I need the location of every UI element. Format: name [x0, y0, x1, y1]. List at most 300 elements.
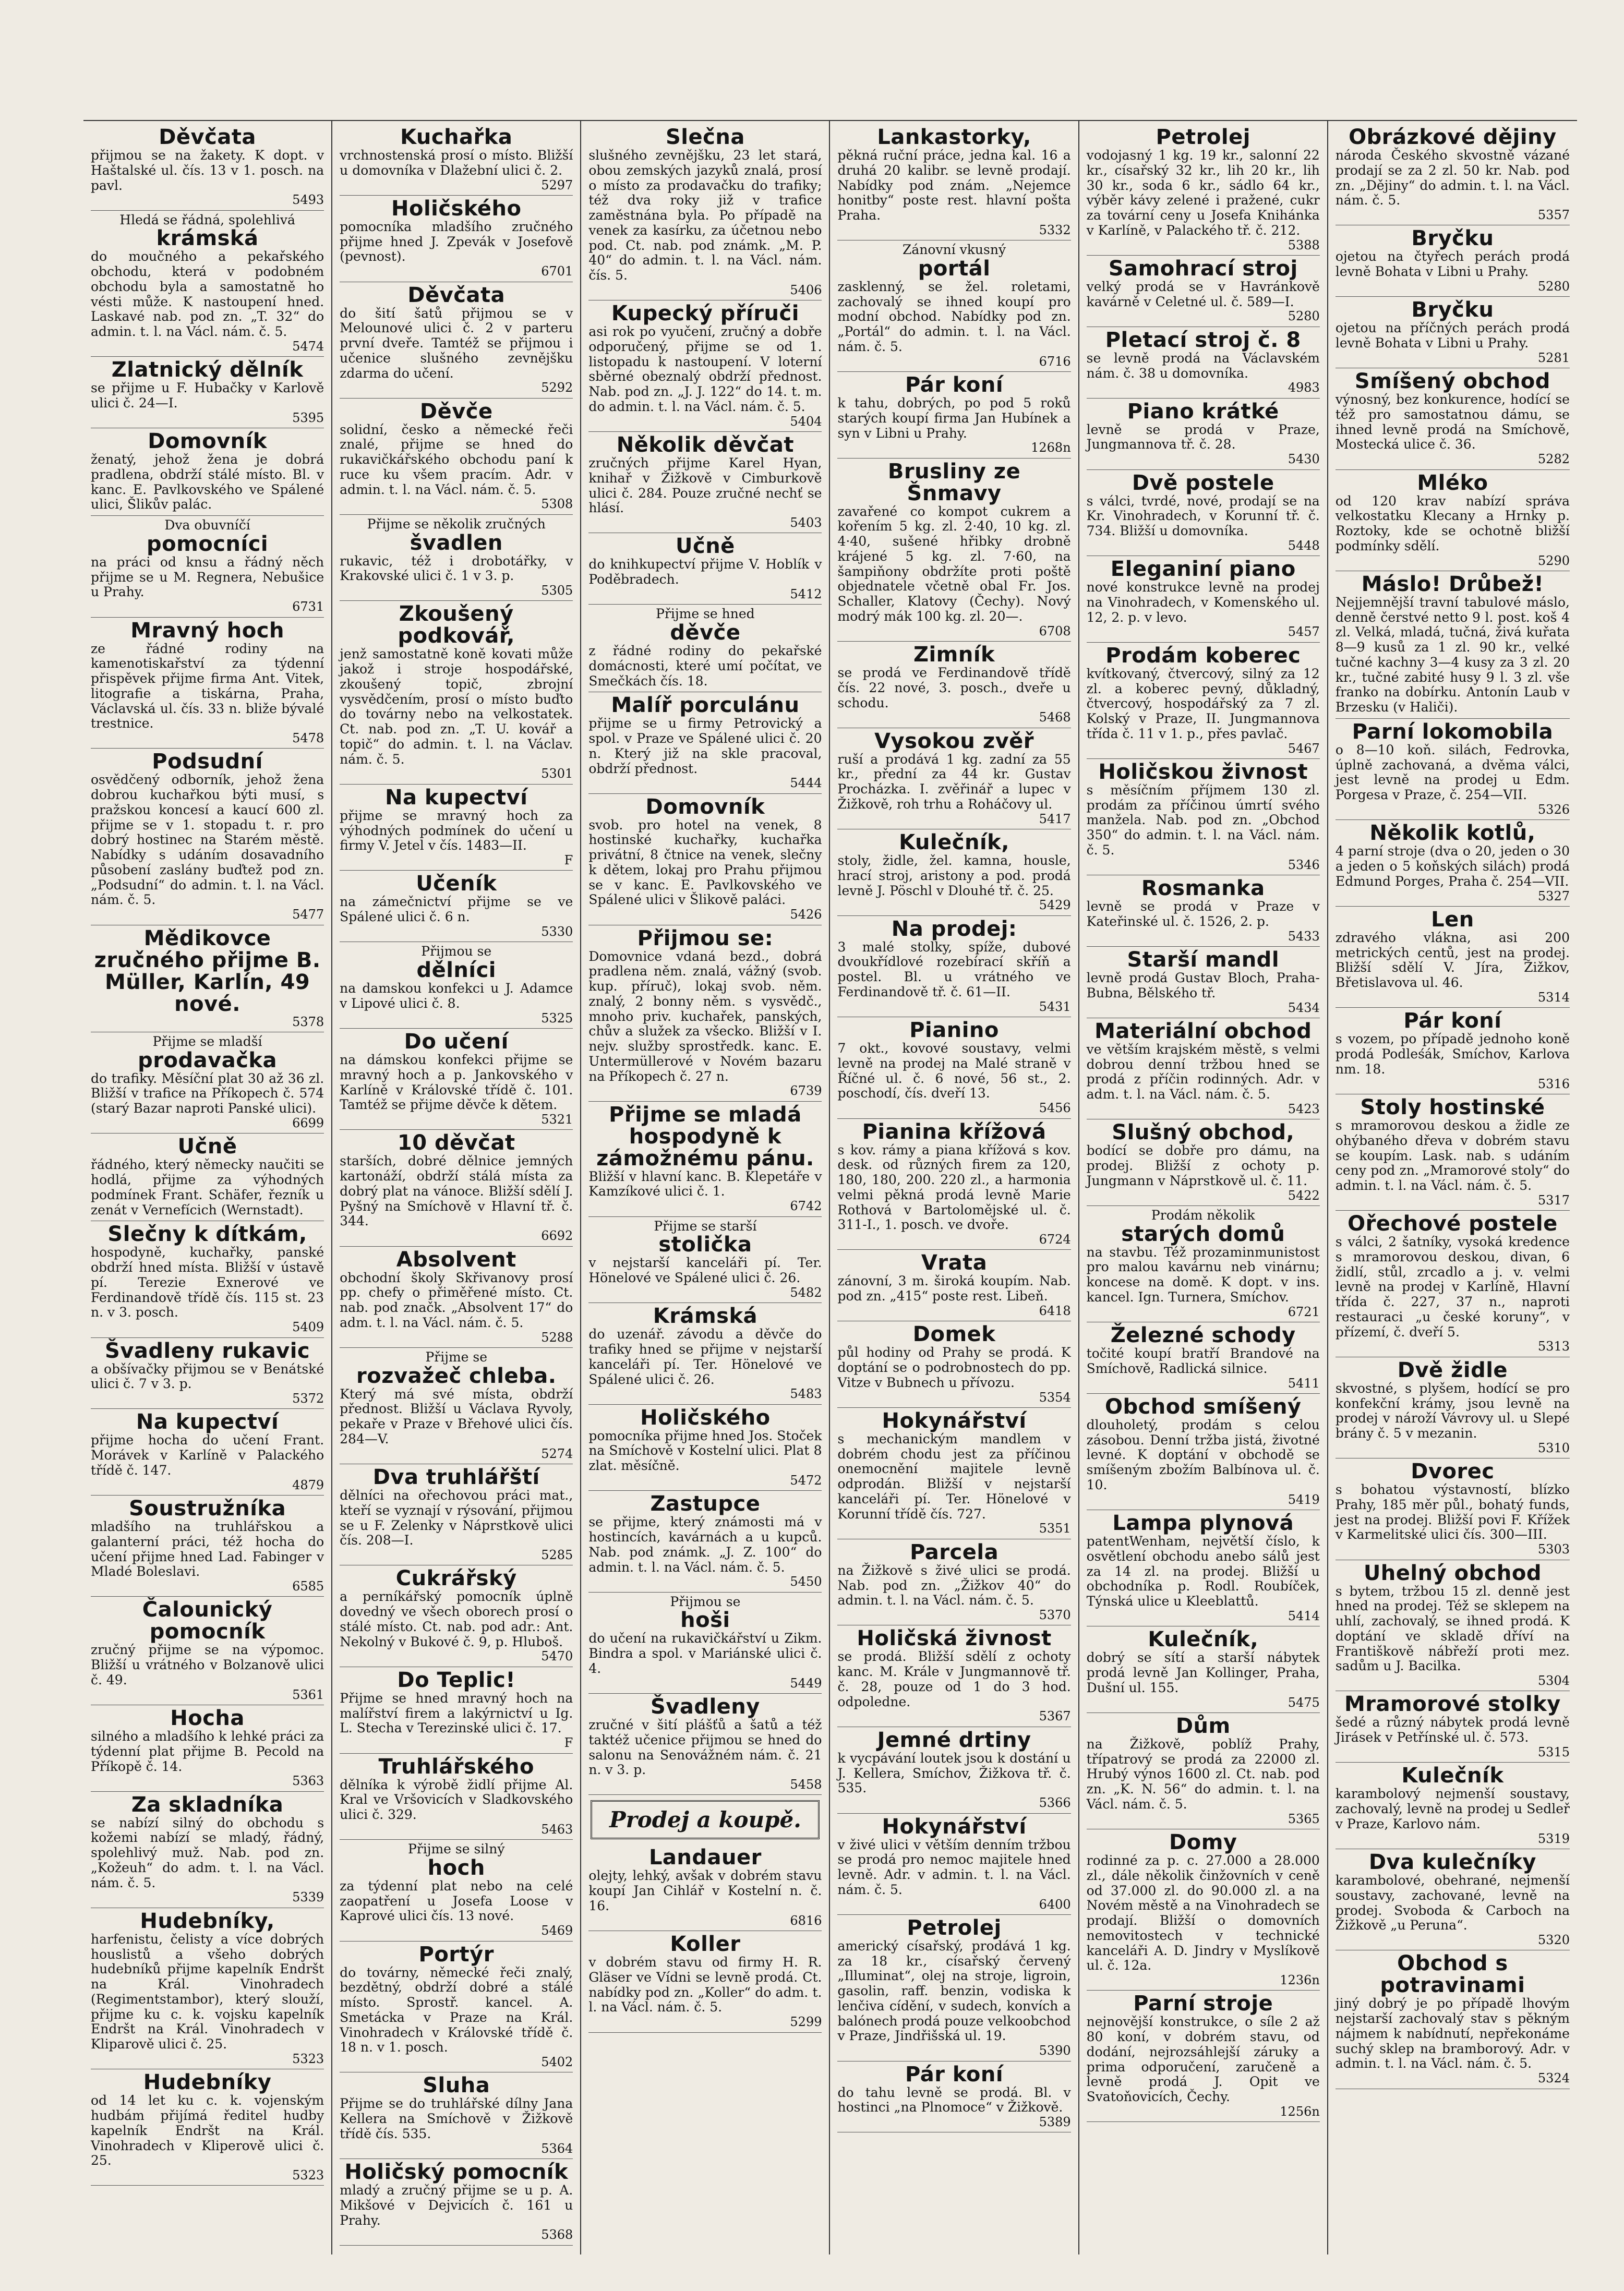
ad-title: Obchod smíšený [1104, 1394, 1302, 1419]
ad-body: se prodá. Bližší sdělí z ochoty kanc. M. Krále v Jungmannově tř. č. 28, pouze od 1 do 3 hod. odpoledne. [837, 1649, 1071, 1709]
classified-ad [91, 357, 324, 428]
ad-title: Uhelný obchod [1363, 1561, 1542, 1585]
ad-body: pomocníka přijme hned Jos. Stoček na Smíchově v Kostelní ulici. Plat 8 zlat. měsíčně. [588, 1428, 822, 1474]
ad-code: 5317 [1537, 1192, 1570, 1208]
classified-ad [588, 1102, 822, 1217]
ad-code: 5323 [292, 2168, 324, 2183]
ad-code: 5409 [292, 1320, 324, 1335]
ad-pretitle: Hledá se řádná, spolehlivá [119, 212, 295, 227]
ad-title: Za skladníka [131, 1792, 284, 1817]
ad-code: 5325 [541, 1010, 573, 1026]
classified-ad [1336, 1849, 1570, 1950]
ad-body: s válci, 2 šatníky, vysoká kredence s mramorovou deskou, divan, 6 židlí, stůl, zrcadlo a j. v. velmi levně na prodej v Karlíně, Hlavní třída č. 227, 37 n., naproti restauraci „u české koruny“, v přízemí, č. dveří 5. [1335, 1234, 1570, 1340]
ad-body: stoly, židle, žel. kamna, housle, hrací stroj, aristony a pod. prodá levně J. Pöschl v Dlouhé tř. č. 25. [837, 853, 1071, 898]
classified-ad [340, 2159, 573, 2246]
ad-code: 6418 [1039, 1303, 1071, 1318]
ad-code: 5430 [1288, 452, 1320, 467]
classified-ad [91, 1908, 324, 2069]
ad-body: zánovní, 3 m. široká koupím. Nab. pod zn. „415“ poste rest. Libeň. [837, 1273, 1071, 1304]
ad-body: zručné v šití plášťů a šatů a též taktéž učenice přijmou se hned do salonu na Senovážném nám. č. 21 n. v 3. p. [588, 1717, 822, 1778]
ad-body: do továrny, německé řeči znalý, bezdětný, obdrží dobré a stálé místo. Sprostř. kancel. A. Smetácka v Praze na Král. Vinohradech v Královské třídě č. 18 n. v 1. posch. [340, 1964, 573, 2055]
ad-body: hospodyně, kuchařky, panské obdrží hned místa. Bližší v ústavě pí. Terezie Exnerové ve Ferdinandově třídě čís. 115 st. 23 n. v 3. posch. [91, 1245, 324, 1320]
ad-code: 4879 [292, 1477, 324, 1492]
ad-title: Petrolej [907, 1915, 1002, 1940]
ad-code: F [564, 1735, 573, 1751]
ad-body: na zámečnictví přijme se ve Spálené ulici č. 6 n. [340, 894, 573, 925]
classified-ad [91, 516, 324, 617]
ad-title: Děvčata [159, 125, 256, 149]
classified-ad [1087, 256, 1320, 327]
ad-body: na damskou konfekci u J. Adamce v Lipové ulici č. 8. [340, 981, 573, 1011]
classified-ad [1336, 820, 1570, 907]
ad-body: dělníka k výrobě židlí přijme Al. Kral ve Vršovicích v Sladkovského ulici č. 329. [340, 1777, 573, 1822]
ad-body: s válci, tvrdé, nové, prodají se na Kr. Vinohradech, v Korunní tř. č. 734. Bližší u domovníka. [1086, 493, 1320, 539]
ad-code: 5423 [1288, 1101, 1320, 1116]
ad-title: Železné schody [1110, 1323, 1296, 1348]
ad-code: 5406 [790, 282, 822, 297]
ad-body: na stavbu. Též prozaminmunistost pro malou kavárnu neb vinárnu; koncese na domě. K dopt. v ins. kancel. Ign. Turnera, Smíchov. [1086, 1244, 1320, 1305]
ad-body: ojetou na čtyřech perách prodá levně Bohata v Libni u Prahy. [1335, 249, 1570, 280]
ad-code: 6585 [292, 1579, 324, 1594]
ad-title: Landauer [648, 1846, 762, 1870]
classified-ad [340, 515, 573, 601]
classified-ad [1336, 368, 1570, 469]
classified-ad [588, 1694, 822, 1795]
ad-body: do tahu levně se prodá. Bl. v hostinci „na Plnomoce“ v Žižkově. [837, 2084, 1071, 2115]
classified-ad [837, 728, 1070, 829]
ad-title: Vrata [921, 1251, 988, 1275]
ad-title: Pianina křížová [862, 1119, 1046, 1144]
ad-title: Do učení [404, 1030, 509, 1054]
classified-ad [340, 1130, 573, 1246]
ad-title: Holičská živnost [857, 1626, 1052, 1651]
ad-code: 5404 [790, 414, 822, 429]
classified-ad [1336, 1691, 1570, 1763]
ad-code: 6708 [1039, 623, 1071, 638]
ad-code: 5314 [1537, 990, 1570, 1005]
ad-code: 1256n [1280, 2104, 1320, 2119]
ad-code: 5332 [1039, 222, 1071, 237]
classified-ad [1087, 124, 1320, 256]
ad-title: Pletací stroj č. 8 [1105, 328, 1301, 352]
classified-ad [837, 1915, 1070, 2061]
ad-body: výnosný, bez konkurence, hodící se též pro samostatnou dámu, se ihned levně prodá na Smíchově, Mostecká ulice č. 36. [1335, 392, 1570, 452]
ad-body: starších, dobré dělnice jemných kartonáží, obdrží stálá místa za dobrý plat na vánoce. Bližší sdělí J. Pyšný na Smíchově v Hlavní tř. č. 344. [340, 1153, 573, 1229]
classified-ad [1087, 1626, 1320, 1713]
ad-code: 5280 [1288, 309, 1320, 324]
ad-title: portál [918, 256, 991, 281]
column-6 [1328, 121, 1577, 2254]
ad-title: Přijmou se: [637, 926, 774, 950]
ad-body: rodinné za p. c. 27.000 a 28.000 zl., dále několik činžovních v ceně od 37.000 zl. do 90.000 zl. a na Novém městě a na Vinohradech se prodají. Bližší o domovních nemovitostech v technické kanceláři A. D. Jindry v Myslíkově ul. č. 12a. [1086, 1853, 1320, 1973]
ad-body: o 8—10 koň. silách, Fedrovka, úplně zachovaná, a dvěma válci, jest levně na prodej u Edm. Porgesa v Praze, č. 254—VII. [1335, 742, 1570, 803]
classified-ad [588, 1405, 822, 1491]
ad-title: Přijme se mladá hospodyně k zámožnému pánu. [596, 1102, 814, 1171]
classified-ad [91, 1705, 324, 1792]
ad-title: Ořechové postele [1348, 1212, 1558, 1236]
ad-body: zdravého vlákna, asi 200 metrických centů, jest na prodej. Bližší sdělí V. Jíra, Žižkov, Břetislavova ul. 46. [1335, 930, 1570, 991]
ad-body: jenž samostatně koně kovati může jakož i stroje hospodářské, zkoušený topič, zbrojní vysvědčením, prosí o místo buďto do továrny nebo na velkostatek. Ct. nab. pod zn. „T. U. kovář a topič“ do admin. t. l. na Václav. nám. č. 5. [340, 646, 573, 767]
ad-code: 5367 [1039, 1709, 1071, 1724]
ad-code: 5274 [541, 1446, 573, 1461]
classified-ad [91, 428, 324, 516]
column-1 [83, 121, 332, 2254]
ad-title: Slečny k dítkám, [107, 1222, 307, 1247]
classified-ad [91, 1409, 324, 1496]
ad-title: děvče [670, 621, 741, 645]
ad-title: Dvorec [1411, 1460, 1495, 1484]
classified-ad [340, 1942, 573, 2073]
classified-ad [1087, 470, 1320, 557]
ad-body: rukavic, též i drobotářky, v Krakovské ulici č. 1 v 3. p. [340, 553, 573, 584]
ad-title: Několik kotlů, [1369, 821, 1536, 846]
ad-title: Bryčku [1411, 226, 1494, 251]
ad-body: přijme se mravný hoch za výhodných podmínek do učení u firmy V. Jetel v čís. 1483—II. [340, 807, 573, 853]
ad-body: v dobrém stavu od firmy H. R. Gläser ve Vídni se levně prodá. Ct. nabídky pod zn. „Koller“ do adm. t. l. na Václ. nám. č. 5. [588, 1955, 822, 2015]
ad-body: mladý a zručný přijme se u p. A. Mikšové v Dejvicích č. 161 u Prahy. [340, 2183, 573, 2228]
ad-body: ze řádné rodiny na kamenotiskařství za týdenní přispěvek přijme firma Ant. Vitek, litografie a tiskárna, Praha, Václavská ul. čís. 33 n. bliže bývalé trestnice. [91, 641, 324, 731]
ad-body: do trafiky. Měsíční plat 30 až 36 zl. Bližší v trafice na Příkopech č. 574 (starý Bazar naproti Panské ulici). [91, 1070, 324, 1116]
ad-code: 6742 [790, 1199, 822, 1214]
ad-code: 5457 [1288, 624, 1320, 640]
ad-pretitle: Přijme se mladší [152, 1033, 262, 1049]
ad-title: Smíšený obchod [1354, 369, 1550, 394]
ad-code: 5282 [1537, 452, 1570, 467]
classified-ad [340, 785, 573, 871]
classified-ad [1087, 1119, 1320, 1206]
ad-body: se prodá ve Ferdinandově třídě čís. 22 nové, 3. posch., dveře u schodu. [837, 665, 1071, 710]
classified-ad [340, 1247, 573, 1348]
ad-title: Učně [676, 534, 735, 559]
classified-ad [1087, 1018, 1320, 1119]
ad-body: do šití šatů přijmou se v Melounové ulici č. 2 v parteru první dveře. Tamtéž se přijmou i učenice slušného zevnějšku zdarma do učení. [340, 305, 573, 381]
ad-title: Slečna [665, 125, 745, 149]
classified-ad [340, 196, 573, 282]
ad-body: nejnovější konstrukce, o síle 2 až 80 koní, v dobrém stavu, od dodání, nejrozsáhlejší záruky a prima odporučení, zaručeně a levně prodá J. Opit ve Svatoňovicích, Čechy. [1086, 2014, 1320, 2105]
classified-ad [1336, 1357, 1570, 1458]
ad-title: Rosmanka [1141, 876, 1265, 901]
ad-title: Pár koní [905, 373, 1004, 397]
ad-body: s mramorovou deskou a židle ze ohýbaného dřeva v dobrém stavu se koupím. Lask. nab. s udáním ceny pod zn. „Mramorové stoly“ do admin. t. l. na Václ. nám. č. 5. [1335, 1118, 1570, 1193]
ad-title: Zlatnický dělník [111, 358, 304, 382]
ad-code: 5330 [541, 924, 573, 939]
ad-title: Kulečník, [899, 830, 1009, 855]
ad-code: 5419 [1288, 1492, 1320, 1507]
ad-code: 5422 [1288, 1188, 1320, 1203]
ad-title: Zastupce [650, 1492, 761, 1516]
classified-ad [91, 1496, 324, 1597]
classified-ad [1087, 875, 1320, 947]
ad-title: Dva truhlářští [372, 1465, 540, 1490]
ad-body: osvědčený odborník, jehož žena dobrou kuchařkou býti musí, s pražskou koncesí a kaucí 600 zl. přijme se v 1. stopadu t. r. pro dobrý hostinec na Starém městě. Nabídky s udáním dosavadního působení zaslány buďtež pod zn. „Podsudní“ do admin. t. l. na Václ. nám. č. 5. [91, 772, 324, 908]
ad-body: Bližší v hlavní kanc. B. Klepetáře v Kamzíkové ulici č. 1. [588, 1168, 822, 1199]
ad-code: 6692 [541, 1228, 573, 1244]
ad-title: Len [1431, 907, 1474, 932]
ad-code: 6816 [790, 1913, 822, 1928]
ad-body: se přijme, který známosti má v hostincích, kavárnách a u kupců. Nab. pod známk. „J. Z. 100“ do admin. t. l. na Václ. nám. č. 5. [588, 1514, 822, 1575]
ad-title: švadlen [410, 530, 503, 555]
ad-title: Brusliny ze Šnmavy [887, 459, 1021, 505]
ad-body: s vozem, po případě jednoho koně prodá Podleśák, Smíchov, Karlova nm. 18. [1335, 1031, 1570, 1077]
ad-pretitle: Prodám několik [1151, 1207, 1255, 1223]
ad-code: 5351 [1039, 1521, 1071, 1536]
ad-body: na práci od knsu a řádný něch přijme se u M. Regnera, Nebušice u Prahy. [91, 554, 324, 600]
ad-title: rozvažeč chleba. [356, 1364, 557, 1388]
ad-code: 5297 [541, 177, 573, 192]
classified-ad [340, 399, 573, 515]
ad-code: 5390 [1039, 2043, 1071, 2058]
ad-title: Pianino [909, 1018, 999, 1043]
ad-title: Vysokou zvěř [874, 729, 1034, 753]
ad-code: 5292 [541, 380, 573, 395]
ad-body: harfenistu, čelisty a více dobrých houslistů a všeho dobrých hudebníků přijme kapelník Endršt na Král. Vinohradech (Regimentstambor), který slouží, přijme ku c. k. vojsku kapelník Endršt na Král. Vinohradech v Kliparově ulici č. 25. [91, 1931, 324, 2052]
ad-title: Stoly hostinské [1360, 1095, 1545, 1120]
ad-title: Hudebníky, [140, 1909, 275, 1933]
ad-code: 5301 [541, 766, 573, 781]
classified-ad [91, 124, 324, 211]
ad-code: 5431 [1039, 999, 1071, 1014]
ad-code: 5365 [1288, 1811, 1320, 1826]
classified-ad [837, 240, 1070, 372]
ad-body: na dámskou konfekci přijme se mravný hoch a p. Jankovského v Karlíně v Královské třídě č. 101. Tamtéž se přijme děvče k dětem. [340, 1052, 573, 1113]
ad-body: z řádné rodiny do pekařské domácnosti, které umí počítat, ve Smečkách čís. 18. [588, 643, 822, 689]
ad-body: levně se prodá v Praze, Jungmannova tř. č. 28. [1086, 421, 1320, 452]
classified-ad [1336, 1458, 1570, 1560]
ad-title: Do Teplic! [397, 1668, 516, 1692]
classified-ad [837, 459, 1070, 642]
ad-title: Obchod s potravinami [1380, 1951, 1525, 1998]
ad-code: 5395 [292, 410, 324, 425]
classified-ad [588, 1491, 822, 1592]
column-3 [581, 121, 830, 2254]
ad-code: 5363 [292, 1774, 324, 1789]
ad-body: od 14 let ku c. k. vojenským hudbám přijímá ředitel hudby kapelník Endršt na Král. Vinohradech v Kliperově ulici č. 25. [91, 2093, 324, 2168]
ad-title: Portýr [418, 1942, 494, 1967]
classified-ad [340, 1464, 573, 1565]
ad-title: Švadleny rukavic [105, 1339, 310, 1363]
ad-code: F [564, 853, 573, 868]
ad-code: 6724 [1039, 1232, 1071, 1247]
ad-title: Čalounický pomocník [142, 1598, 273, 1644]
ad-code: 5412 [790, 586, 822, 601]
ad-title: krámská [156, 226, 259, 251]
ad-code: 5327 [1537, 888, 1570, 903]
ad-body: 3 malé stolky, spíže, dubové dvoukřídlové rozebírací skříň a postel. Bl. u vrátného ve Ferdinandově tř. č. 61—II. [837, 939, 1071, 999]
ad-code: 5357 [1537, 208, 1570, 222]
ad-code: 5463 [541, 1822, 573, 1837]
ad-body: ruší a prodává 1 kg. zadní za 55 kr., přední za 44 kr. Gustav Procházka. I. zvěřinář a lupec v Žižkově, roh trhu a Roháčovy ul. [837, 751, 1071, 812]
ad-title: hoch [427, 1855, 485, 1880]
ad-body: národa Českého skvostně vázané prodají se za 2 zl. 50 kr. Nab. pod zn. „Dějiny“ do admin. t. l. na Václ. nám. č. 5. [1335, 148, 1570, 208]
ad-code: 5313 [1537, 1339, 1570, 1354]
classified-ad [1336, 1950, 1570, 2089]
classified-ad [588, 1844, 822, 1931]
ad-code: 5426 [790, 907, 822, 922]
ad-code: 5434 [1288, 1000, 1320, 1015]
classified-ad [588, 1931, 822, 2032]
ad-title: Obrázkové dějiny [1349, 125, 1557, 149]
ad-title: Děvče [419, 399, 493, 424]
ad-body: přijme hocha do učení Frant. Morávek v Karlíně v Palackého třídě č. 147. [91, 1432, 324, 1478]
classified-ad [1087, 1829, 1320, 1991]
classified-ad [588, 1593, 822, 1694]
ad-body: mladšího na truhlářskou a galanterní práci, též hocha do učení přijme hned Lad. Fabinger v Mladé Boleslavi. [91, 1519, 324, 1579]
ad-body: s mechanickým mandlem v dobrém chodu jest za příčinou onemocnění majitele levně odprodán. Bližší v nejstarší kanceláři pí. Ter. Hönelové v Korunní třídě čís. 727. [837, 1431, 1071, 1522]
classified-ad [837, 1017, 1070, 1118]
ad-pretitle: Zánovní vkusný [903, 242, 1006, 258]
ad-code: 5448 [1288, 538, 1320, 553]
classified-ad [837, 1727, 1070, 1814]
classified-ad [1336, 1094, 1570, 1211]
classified-ad [837, 1119, 1070, 1250]
ad-body: 7 okt., kovové soustavy, velmi levně na prodej na Malé straně v Říčné ul. č. 6 nové, 56 st., 2. poschodí, čís. dveří 13. [837, 1041, 1071, 1101]
classified-ad [91, 1032, 324, 1134]
ad-code: 5458 [790, 1777, 822, 1792]
ad-title: Holičského [640, 1405, 771, 1430]
classified-ad [837, 642, 1070, 728]
ad-body: na Žižkově, poblíž Prahy, třípatrový se prodá za 22000 zl. Hrubý výnos 1600 zl. Ct. nab. pod zn. „K. N. 56“ do admin. t. l. na Václ. nám. č. 5. [1086, 1736, 1320, 1812]
classified-ad [1336, 297, 1570, 368]
ad-title: Dům [1175, 1714, 1231, 1738]
ad-code: 5482 [790, 1285, 822, 1300]
ad-code: 5468 [1039, 710, 1071, 725]
ad-code: 5285 [541, 1548, 573, 1563]
ad-title: Materiální obchod [1094, 1019, 1312, 1043]
ad-code: 5370 [1039, 1608, 1071, 1623]
ad-body: Nejjemnější travní tabulové máslo, denně čerstvé netto 9 l. post. koš 4 zl. Velká, mladá, tučná, živá kuřata 8—9 kusů za 1 zl. 90 kr., velké tučné kachny 3—4 kusy za 3 zl. 20 kr., tučné zabité husy 9 l. 3 zl. vše franko na dobírku. Antonín Laub v Brzesku (v Haliči). [1335, 594, 1570, 715]
ad-title: Máslo! Drůbež! [1361, 572, 1544, 596]
ad-code: 5477 [292, 907, 324, 922]
ad-body: silného a mladšího k lehké práci za týdenní plat přijme B. Pecold na Příkopě č. 14. [91, 1729, 324, 1774]
ad-body: kvítkovaný, čtvercový, silný za 12 zl. a koberec pevný, důkladný, čtvercový, hospodářský za 7 zl. Kolský v Praze, II. Jungmannova třída č. 11 v 1. p., přes pavlač. [1086, 666, 1320, 741]
classified-ad [91, 1134, 324, 1221]
ad-body: se levně prodá na Václavském nám. č. 38 u domovníka. [1086, 350, 1320, 381]
column-4 [830, 121, 1079, 2254]
ad-body: slušného zevnějšku, 23 let stará, obou zemských jazyků znalá, prosí o místo za prodavačku do trafiky; též dva roky již v trafice zaměstnána byla. Po případě na venek za kasírku, za účetnou nebo pod. Ct. nab. pod známk. „M. P. 40“ do admin. t. l. na Václ. nám. čís. 5. [588, 148, 822, 283]
ad-body: ojetou na příčných perách prodá levně Bohata v Libni u Prahy. [1335, 320, 1570, 351]
ad-code: 1236n [1280, 1973, 1320, 1988]
ad-body: pěkná ruční práce, jedna kal. 16 a druhá 20 kalibr. se levně prodají. Nabídky pod znám. „Nejemce honitby“ poste rest. hlavní pošta Praha. [837, 148, 1071, 223]
ad-body: se nabízí silný do obchodu s kožemi nabízí se mladý, řádný, spolehlivý muž. Nab. pod zn. „Kožeuh“ do adm. t. l. na Václ. nám. č. 5. [91, 1815, 324, 1890]
ad-body: levně prodá Gustav Bloch, Praha-Bubna, Bělského tř. [1086, 970, 1320, 1000]
ad-title: Na kupectví [385, 785, 528, 810]
ad-body: karambolový nejmenší soustavy, zachovalý, levně na prodej u Sedleř v Praze, Karlovo nám. [1335, 1786, 1570, 1831]
ad-body: půl hodiny od Prahy se prodá. K doptání se o podrobnostech do pp. Vitze v Bubnech u přívozu. [837, 1345, 1071, 1390]
classified-ad [340, 601, 573, 784]
ad-body: bodící se dobře pro dámu, na prodej. Bližší z ochoty p. Jungmann v Náprstkově ul. č. 11. [1086, 1143, 1320, 1188]
ad-body: nové konstrukce levně na prodej na Vinohradech, v Komenského ul. 12, 2. p. v levo. [1086, 580, 1320, 625]
ad-body: do knihkupectví přijme V. Hoblík v Poděbradech. [588, 557, 822, 587]
ad-title: Holičskou živnost [1098, 759, 1308, 784]
classified-ad [1336, 1008, 1570, 1094]
classified-ad [588, 794, 822, 925]
ad-title: Petrolej [1156, 125, 1250, 149]
ad-body: pomocníka mladšího zručného přijme hned J. Zpevák v Josefově (pevnost). [340, 219, 573, 264]
classified-ad [1336, 907, 1570, 1008]
ad-body: Domovnice vdaná bezd., dobrá pradlena něm. znalá, vážný (svob. kup. příruč), lokaj svob. něm. znalý, 2 bonny něm. s vysvědč., mnoho priv. kuchařek, panských, chův a služek za všecko. Bližší v I. nejv. služby sprostředk. kanc. E. Untermüllerové v Novém bazaru na Příkopech č. 27 n. [588, 948, 822, 1084]
ad-body: šedé a různý nábytek prodá levně Jirásek v Petřínské ul. č. 573. [1335, 1715, 1570, 1745]
ad-code: 5324 [1537, 2071, 1570, 2086]
ad-title: Děvčata [407, 283, 506, 307]
ad-body: svob. pro hotel na venek, 8 hostinské kuchařky, kuchařka privátní, 8 čtnice na venek, slečny k dětem, lokaj pro Prahu přijmou se v kanc. E. Pavlkovského ve Spálené ulici v Šlikově paláci. [588, 817, 822, 908]
ad-body: točité koupí bratří Brandové na Smíchově, Radlická silnice. [1086, 1346, 1320, 1376]
ad-code: 5290 [1537, 553, 1570, 568]
ad-code: 5305 [541, 583, 573, 598]
ad-code: 5444 [790, 776, 822, 791]
classified-ad [588, 300, 822, 432]
ad-body: do učení na rukavičkářství u Zikm. Bindra a spol. v Mariánské ulici č. 4. [588, 1631, 822, 1676]
ad-title: Dvě postele [1132, 471, 1274, 495]
ad-title: dělníci [416, 958, 497, 983]
ad-body: se přijme u F. Hubačky v Karlově ulici č. 24—I. [91, 380, 324, 411]
classified-ad [588, 124, 822, 300]
ad-body: na Žižkově s živé ulici se prodá. Nab. pod zn. „Žižkov 40“ do admin. t. l. na Václ. nám. č. 5. [837, 1562, 1071, 1608]
ad-code: 6731 [292, 599, 324, 614]
ad-title: Parní lokomobila [1352, 719, 1554, 744]
ad-code: 5319 [1537, 1831, 1570, 1846]
ad-title: prodavačka [138, 1048, 277, 1072]
ad-title: Mramorové stolky [1344, 1692, 1561, 1717]
classified-ad [837, 372, 1070, 459]
ad-code: 5467 [1288, 741, 1320, 756]
ad-body: s bohatou výstavností, blízko Prahy, 185 měr půl., bohatý funds, jest na prodej. Bližší povi F. Křížek v Karmelitské ulici čís. 300—III. [1335, 1482, 1570, 1542]
ad-title: Truhlářského [378, 1754, 534, 1779]
ad-code: 5429 [1039, 898, 1071, 913]
classified-ad [1087, 759, 1320, 875]
ad-title: Pár koní [1403, 1009, 1502, 1033]
classified-ad [340, 2072, 573, 2159]
ad-code: 5478 [292, 731, 324, 746]
ad-title: Prodám koberec [1105, 643, 1301, 668]
classified-ad [588, 1217, 822, 1304]
ad-code: 5299 [790, 2015, 822, 2030]
ad-title: Starší mandl [1127, 948, 1280, 972]
ad-body: do uzenář. závodu a děvče do trafiky hned se přijme v nejstarší kanceláři pí. Ter. Hönelové ve Spálené ulici č. 26. [588, 1327, 822, 1387]
ad-title: stolička [658, 1233, 752, 1257]
ad-code: 6400 [1039, 1897, 1071, 1912]
ad-code: 5472 [790, 1473, 822, 1488]
ad-title: Lampa plynová [1112, 1511, 1294, 1536]
ad-title: Hocha [170, 1706, 245, 1731]
ad-title: Mědikovce zručného přijme B. Müller, Karlín, 49 nové. [94, 926, 321, 1016]
ad-title: Samohrací stroj [1108, 256, 1298, 281]
ad-code: 5321 [541, 1112, 573, 1127]
ad-code: 5378 [292, 1014, 324, 1029]
classified-ad [588, 533, 822, 605]
ad-code: 5456 [1039, 1101, 1071, 1116]
ad-body: vodojasný 1 kg. 19 kr., salonní 22 kr., císařský 32 kr., lih 20 kr., lih 30 kr., soda 6 kr., sádlo 64 kr., výběr kávy zelené i pražené, cukr za tovární ceny u Josefa Knihánka v Karlíně, v Palackého tř. č. 212. [1086, 148, 1320, 238]
ad-body: Přijme se do truhlářské dílny Jana Kellera na Smíchově v Žižkově třídě čís. 535. [340, 2096, 573, 2141]
ad-pretitle: Přijme se starší [654, 1218, 757, 1234]
ad-code: 5288 [541, 1330, 573, 1345]
ad-title: Krámská [653, 1304, 758, 1329]
ad-code: 5368 [541, 2227, 573, 2242]
ad-title: Lankastorky, [877, 125, 1031, 149]
classified-ad [340, 124, 573, 196]
column-5 [1079, 121, 1328, 2254]
classified-ad [1087, 399, 1320, 470]
ad-title: Hudebníky [143, 2070, 272, 2095]
classified-ad [837, 1321, 1070, 1408]
ad-body: velký prodá se v Havránkově kavárně v Celetné ul. č. 589—I. [1086, 279, 1320, 309]
ad-code: 5304 [1537, 1673, 1570, 1689]
ad-body: s kov. rámy a piana křížová s kov. desk. od různých firem za 120, 180, 180, 200. 220 zl., a harmonia velmi pěkná prodá levně Marie Rothová v Bartolomějské ul. č. 311-I., 1. posch. ve dvoře. [837, 1142, 1071, 1233]
ad-code: 1268n [1031, 440, 1071, 455]
classified-ad [340, 871, 573, 942]
ad-title: Cukrářský [395, 1566, 517, 1591]
ad-title: Podsudní [152, 750, 263, 774]
ad-code: 5414 [1288, 1608, 1320, 1623]
